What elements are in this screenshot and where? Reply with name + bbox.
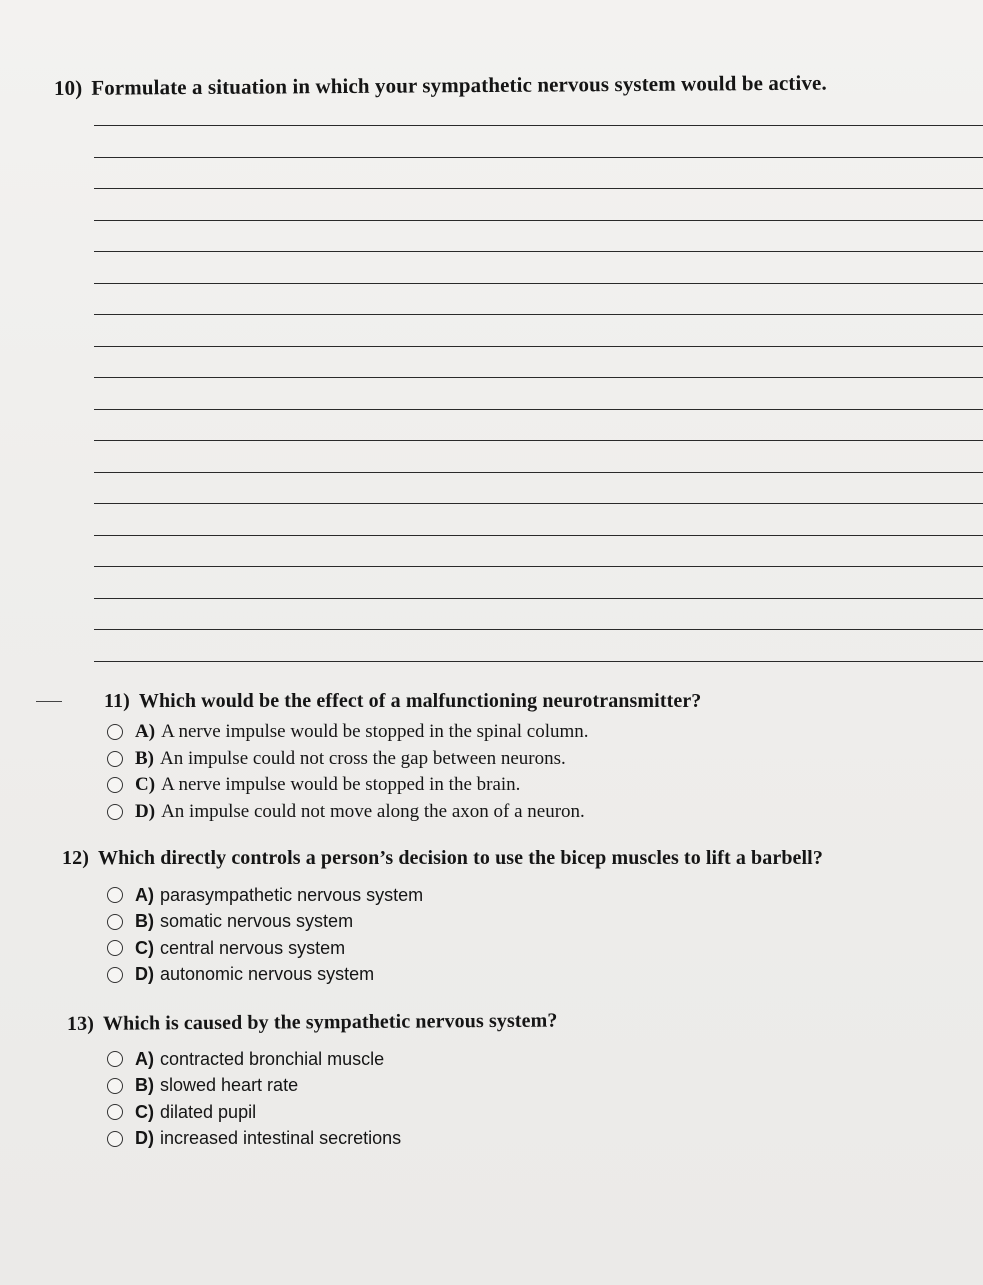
answer-line[interactable] <box>94 314 983 315</box>
question-number: 12) <box>62 847 89 869</box>
answer-line[interactable] <box>94 503 983 504</box>
question-13-prompt <box>67 1010 558 1036</box>
answer-line[interactable] <box>94 472 983 473</box>
option-text: parasympathetic nervous system <box>160 884 424 905</box>
option-letter: D) <box>135 800 156 822</box>
answer-line[interactable] <box>94 440 983 441</box>
question-12-options <box>107 882 423 988</box>
question-text: Which directly controls a person’s decision to use the bicep muscles to lift a barbell? <box>97 847 823 869</box>
answer-line[interactable] <box>94 125 983 126</box>
option-d[interactable] <box>107 799 589 826</box>
option-c[interactable] <box>107 1099 401 1126</box>
option-text: slowed heart rate <box>160 1075 299 1096</box>
option-letter: B) <box>135 911 154 932</box>
option-a[interactable] <box>107 882 423 909</box>
option-b[interactable] <box>107 1073 401 1100</box>
answer-line[interactable] <box>94 598 983 599</box>
option-letter: C) <box>135 774 156 796</box>
radio-button[interactable] <box>107 1051 123 1067</box>
option-text: increased intestinal secretions <box>160 1128 402 1149</box>
answer-line[interactable] <box>94 566 983 567</box>
question-number: 11) <box>104 690 130 712</box>
answer-lines[interactable] <box>94 125 983 665</box>
answer-line[interactable] <box>94 535 983 536</box>
option-c[interactable] <box>107 772 589 799</box>
answer-line[interactable] <box>94 157 983 158</box>
question-text: Which would be the effect of a malfunctioning neurotransmitter? <box>138 690 702 712</box>
answer-line[interactable] <box>94 283 983 284</box>
option-letter: D) <box>135 1128 154 1149</box>
option-text: dilated pupil <box>160 1101 257 1122</box>
question-number: 10) <box>53 75 83 100</box>
radio-button[interactable] <box>107 804 123 820</box>
radio-button[interactable] <box>107 1131 123 1147</box>
question-text: Which is caused by the sympathetic nervous system? <box>102 1009 558 1035</box>
question-number: 13) <box>66 1012 95 1035</box>
option-letter: C) <box>135 1101 154 1122</box>
answer-line[interactable] <box>94 346 983 347</box>
answer-line[interactable] <box>94 409 983 410</box>
question-11-prompt <box>104 690 701 713</box>
option-text: An impulse could not cross the gap between neurons. <box>160 747 566 769</box>
question-11-options <box>107 719 589 825</box>
option-letter: C) <box>135 937 154 958</box>
radio-button[interactable] <box>107 967 123 983</box>
radio-button[interactable] <box>107 940 123 956</box>
option-text: An impulse could not move along the axon of a neuron. <box>161 800 585 822</box>
question-10-prompt <box>54 71 827 101</box>
option-letter: D) <box>135 964 154 985</box>
radio-button[interactable] <box>107 1078 123 1094</box>
option-text: contracted bronchial muscle <box>160 1048 385 1069</box>
option-text: central nervous system <box>160 937 346 958</box>
margin-mark <box>36 701 62 702</box>
question-text: Formulate a situation in which your sympathetic nervous system would be active. <box>91 70 827 100</box>
radio-button[interactable] <box>107 751 123 767</box>
option-text: somatic nervous system <box>160 911 354 932</box>
option-letter: A) <box>135 1048 154 1069</box>
question-13-options <box>107 1046 401 1152</box>
answer-line[interactable] <box>94 188 983 189</box>
option-text: A nerve impulse would be stopped in the spinal column. <box>161 721 589 743</box>
answer-line[interactable] <box>94 251 983 252</box>
option-text: A nerve impulse would be stopped in the brain. <box>161 774 521 796</box>
radio-button[interactable] <box>107 777 123 793</box>
option-letter: A) <box>135 884 154 905</box>
radio-button[interactable] <box>107 914 123 930</box>
radio-button[interactable] <box>107 887 123 903</box>
option-letter: A) <box>135 721 156 743</box>
option-a[interactable] <box>107 719 589 746</box>
option-d[interactable] <box>107 1126 401 1153</box>
radio-button[interactable] <box>107 724 123 740</box>
radio-button[interactable] <box>107 1104 123 1120</box>
answer-line[interactable] <box>94 377 983 378</box>
option-letter: B) <box>135 747 154 769</box>
option-d[interactable] <box>107 962 423 989</box>
option-a[interactable] <box>107 1046 401 1073</box>
option-c[interactable] <box>107 935 423 962</box>
answer-line[interactable] <box>94 661 983 662</box>
option-b[interactable] <box>107 909 423 936</box>
question-12-prompt <box>62 847 823 870</box>
option-b[interactable] <box>107 746 589 773</box>
option-letter: B) <box>135 1075 154 1096</box>
answer-line[interactable] <box>94 629 983 630</box>
option-text: autonomic nervous system <box>160 964 375 985</box>
answer-line[interactable] <box>94 220 983 221</box>
